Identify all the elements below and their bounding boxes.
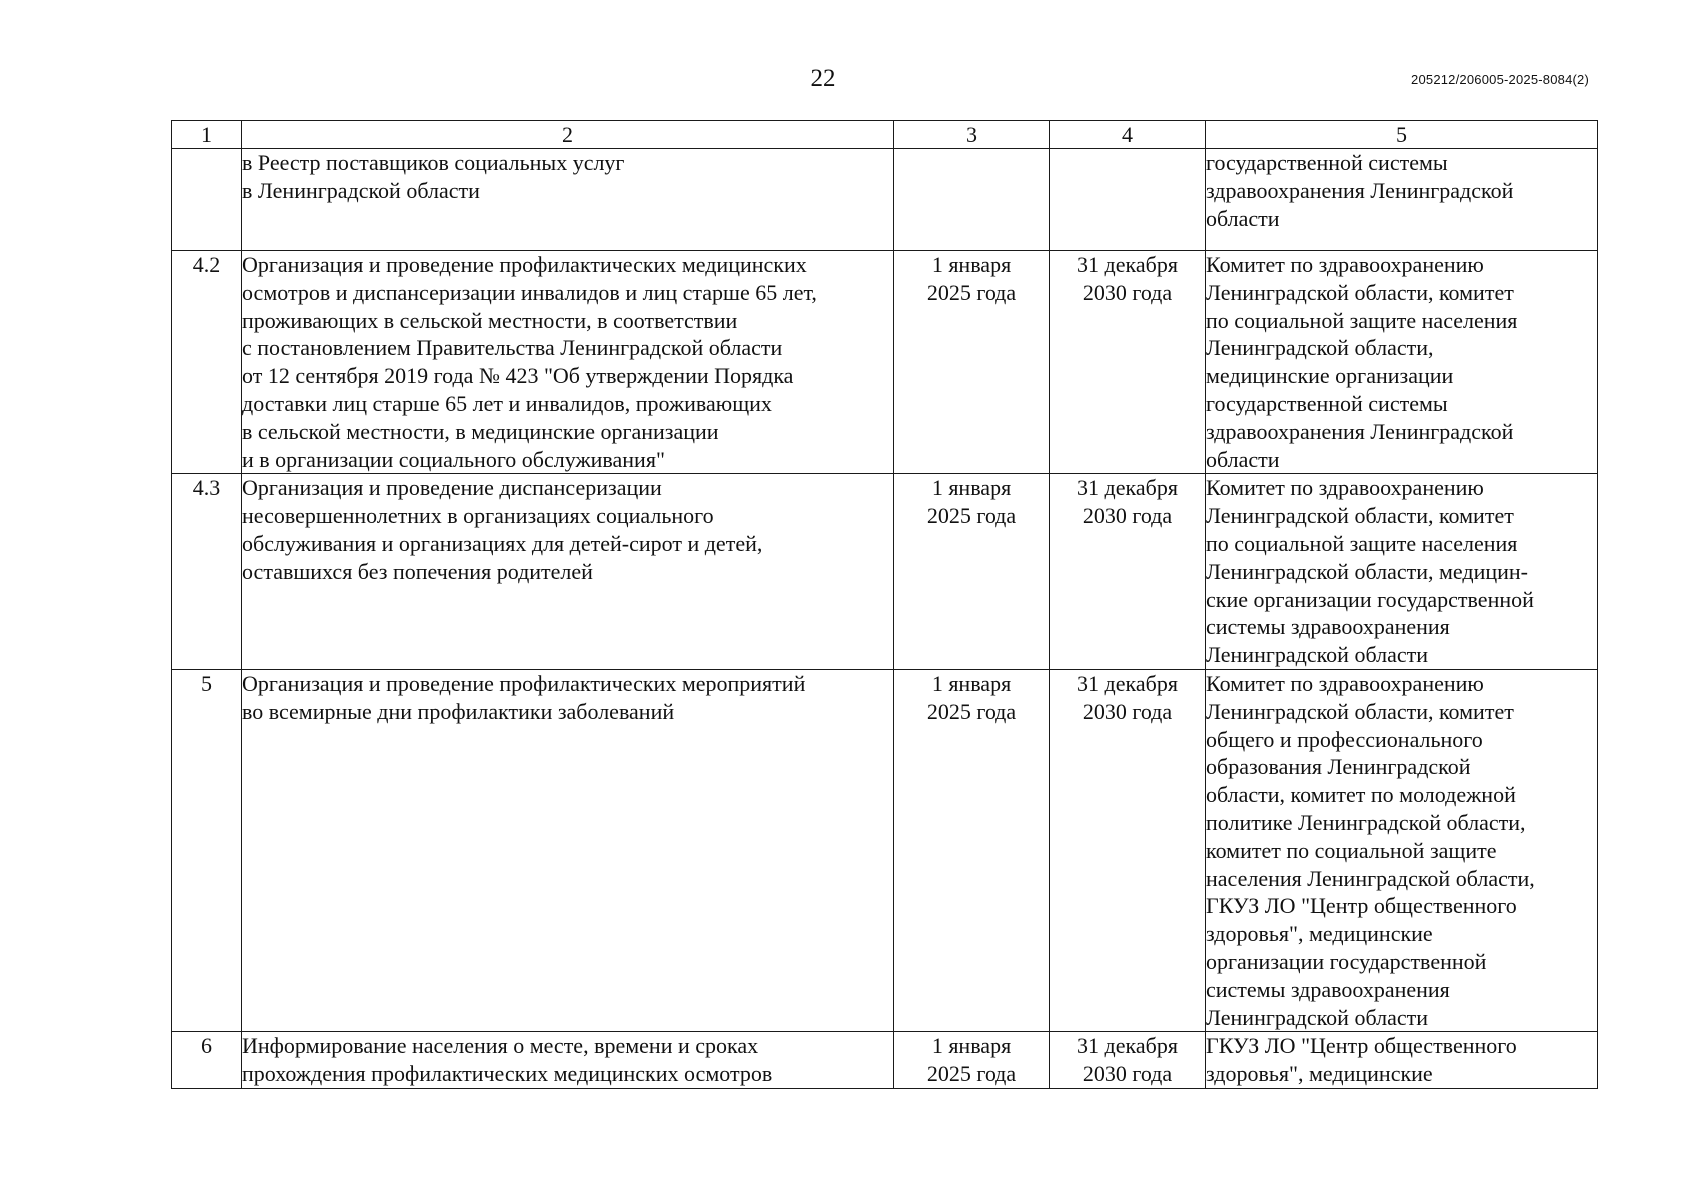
activity-description-line: с постановлением Правительства Ленинградской области: [242, 335, 783, 361]
activity-description-line: в сельской местности, в медицинские организации: [242, 418, 719, 444]
table-body: [172, 149, 1598, 1089]
activity-description-line: несовершеннолетних в организациях социального: [242, 503, 714, 529]
responsible-executors-cell: [1206, 1032, 1598, 1089]
column-header-2: 2: [242, 121, 894, 149]
responsible-executor-line: политике Ленинградской области,: [1206, 809, 1526, 835]
start-date-cell: [894, 474, 1050, 670]
responsible-executor-line: ские организации государственной: [1206, 586, 1534, 612]
responsible-executor-line: ГКУЗ ЛО "Центр общественного: [1206, 1033, 1517, 1059]
responsible-executor-line: по социальной защите населения: [1206, 307, 1518, 333]
responsible-executor-line: Ленинградской области, медицин-: [1206, 558, 1528, 584]
end-date-line: 31 декабря: [1077, 1033, 1178, 1059]
responsible-executor-line: системы здравоохранения: [1206, 614, 1450, 640]
responsible-executor-line: здоровья", медицинские: [1206, 1061, 1433, 1087]
responsible-executors-cell: [1206, 149, 1598, 251]
activity-description-cell: [242, 149, 894, 251]
responsible-executor-line: Комитет по здравоохранению: [1206, 475, 1484, 501]
end-date-cell: [1050, 149, 1206, 251]
activity-description-cell: [242, 251, 894, 474]
responsible-executor-line: государственной системы: [1206, 150, 1448, 175]
activity-description-line: и в организации социального обслуживания": [242, 446, 665, 472]
row-number: 4.2: [192, 252, 221, 277]
column-header-4: 4: [1050, 121, 1206, 149]
responsible-executor-line: Ленинградской области, комитет: [1206, 279, 1514, 305]
responsible-executor-line: Ленинградской области,: [1206, 335, 1434, 361]
activity-description-line: Организация и проведение профилактических мероприятий: [242, 670, 806, 696]
table-row: [172, 474, 1598, 670]
end-date-cell: [1050, 1032, 1206, 1089]
responsible-executor-line: комитет по социальной защите: [1206, 837, 1497, 863]
end-date-line: 31 декабря: [1077, 475, 1178, 501]
end-date-cell: [1050, 669, 1206, 1031]
end-date-cell: [1050, 251, 1206, 474]
responsible-executor-line: Комитет по здравоохранению: [1206, 252, 1484, 277]
start-date-line: 2025 года: [926, 279, 1017, 305]
responsible-executors-cell: [1206, 251, 1598, 474]
start-date-cell: [894, 1032, 1050, 1089]
activity-description-line: в Ленинградской области: [242, 177, 480, 203]
end-date-line: 2030 года: [1082, 698, 1173, 724]
activity-description-line: осмотров и диспансеризации инвалидов и лиц старше 65 лет,: [242, 279, 817, 305]
responsible-executor-line: ГКУЗ ЛО "Центр общественного: [1206, 893, 1517, 919]
activity-description-line: обслуживания и организациях для детей-сирот и детей,: [242, 530, 763, 556]
activity-description-line: прохождения профилактических медицинских осмотров: [242, 1061, 773, 1087]
end-date-cell: [1050, 474, 1206, 670]
start-date-line: 1 января: [931, 1033, 1012, 1059]
end-date-line: 2030 года: [1082, 1061, 1173, 1087]
activity-description-cell: [242, 474, 894, 670]
row-number: 5: [201, 670, 212, 696]
responsible-executor-line: общего и профессионального: [1206, 726, 1483, 752]
responsible-executor-line: области, комитет по молодежной: [1206, 782, 1516, 808]
end-date-line: 31 декабря: [1077, 670, 1178, 696]
responsible-executors-cell: [1206, 474, 1598, 670]
table-row: [172, 1032, 1598, 1089]
responsible-executor-line: населения Ленинградской области,: [1206, 865, 1535, 891]
responsible-executor-line: государственной системы: [1206, 390, 1448, 416]
activity-schedule-table: [171, 120, 1598, 1089]
table-row: [172, 251, 1598, 474]
responsible-executor-line: Комитет по здравоохранению: [1206, 670, 1484, 696]
responsible-executor-line: здравоохранения Ленинградской: [1206, 177, 1514, 203]
responsible-executor-line: области: [1206, 205, 1280, 231]
start-date-line: 1 января: [931, 475, 1012, 501]
activity-description-line: Организация и проведение профилактических медицинских: [242, 252, 807, 277]
table-row: [172, 669, 1598, 1031]
responsible-executor-line: образования Ленинградской: [1206, 754, 1471, 780]
row-number-cell: [172, 251, 242, 474]
responsible-executor-line: Ленинградской области, комитет: [1206, 503, 1514, 529]
activity-description-line: в Реестр поставщиков социальных услуг: [242, 150, 625, 175]
column-header-5: 5: [1206, 121, 1598, 149]
start-date-cell: [894, 251, 1050, 474]
start-date-cell: [894, 149, 1050, 251]
page-number: 22: [810, 65, 836, 92]
responsible-executor-line: Ленинградской области, комитет: [1206, 698, 1514, 724]
responsible-executor-line: медицинские организации: [1206, 363, 1454, 389]
start-date-line: 1 января: [931, 670, 1012, 696]
responsible-executor-line: организации государственной: [1206, 948, 1487, 974]
responsible-executor-line: здоровья", медицинские: [1206, 921, 1433, 947]
activity-description-line: доставки лиц старше 65 лет и инвалидов, проживающих: [242, 390, 772, 416]
activity-description-line: Организация и проведение диспансеризации: [242, 475, 662, 501]
table-row: [172, 149, 1598, 251]
start-date-line: 2025 года: [926, 698, 1017, 724]
end-date-line: 31 декабря: [1077, 252, 1178, 277]
row-number: 6: [201, 1033, 212, 1059]
responsible-executor-line: Ленинградской области: [1206, 1004, 1428, 1030]
row-number: 4.3: [192, 475, 221, 501]
column-number-row: [172, 121, 1598, 149]
start-date-cell: [894, 669, 1050, 1031]
responsible-executor-line: Ленинградской области: [1206, 642, 1428, 668]
start-date-line: 1 января: [931, 252, 1012, 277]
responsible-executor-line: по социальной защите населения: [1206, 530, 1518, 556]
start-date-line: 2025 года: [926, 1061, 1017, 1087]
responsible-executor-line: области: [1206, 446, 1280, 472]
responsible-executors-cell: [1206, 669, 1598, 1031]
activity-description-cell: [242, 1032, 894, 1089]
activity-description-line: оставшихся без попечения родителей: [242, 558, 593, 584]
activity-description-line: Информирование населения о месте, времени и сроках: [242, 1033, 759, 1059]
activity-description-line: от 12 сентября 2019 года № 423 "Об утверждении Порядка: [242, 363, 794, 389]
responsible-executor-line: системы здравоохранения: [1206, 976, 1450, 1002]
row-number-cell: [172, 1032, 242, 1089]
end-date-line: 2030 года: [1082, 503, 1173, 529]
responsible-executor-line: здравоохранения Ленинградской: [1206, 418, 1514, 444]
column-header-1: 1: [172, 121, 242, 149]
activity-description-cell: [242, 669, 894, 1031]
document-id: 205212/206005-2025-8084(2): [1411, 72, 1589, 87]
row-number-cell: [172, 669, 242, 1031]
activity-description-line: во всемирные дни профилактики заболеваний: [242, 698, 675, 724]
row-number-cell: [172, 474, 242, 670]
end-date-line: 2030 года: [1082, 279, 1173, 305]
row-number-cell: [172, 149, 242, 251]
start-date-line: 2025 года: [926, 503, 1017, 529]
column-header-3: 3: [894, 121, 1050, 149]
activity-description-line: проживающих в сельской местности, в соответствии: [242, 307, 738, 333]
